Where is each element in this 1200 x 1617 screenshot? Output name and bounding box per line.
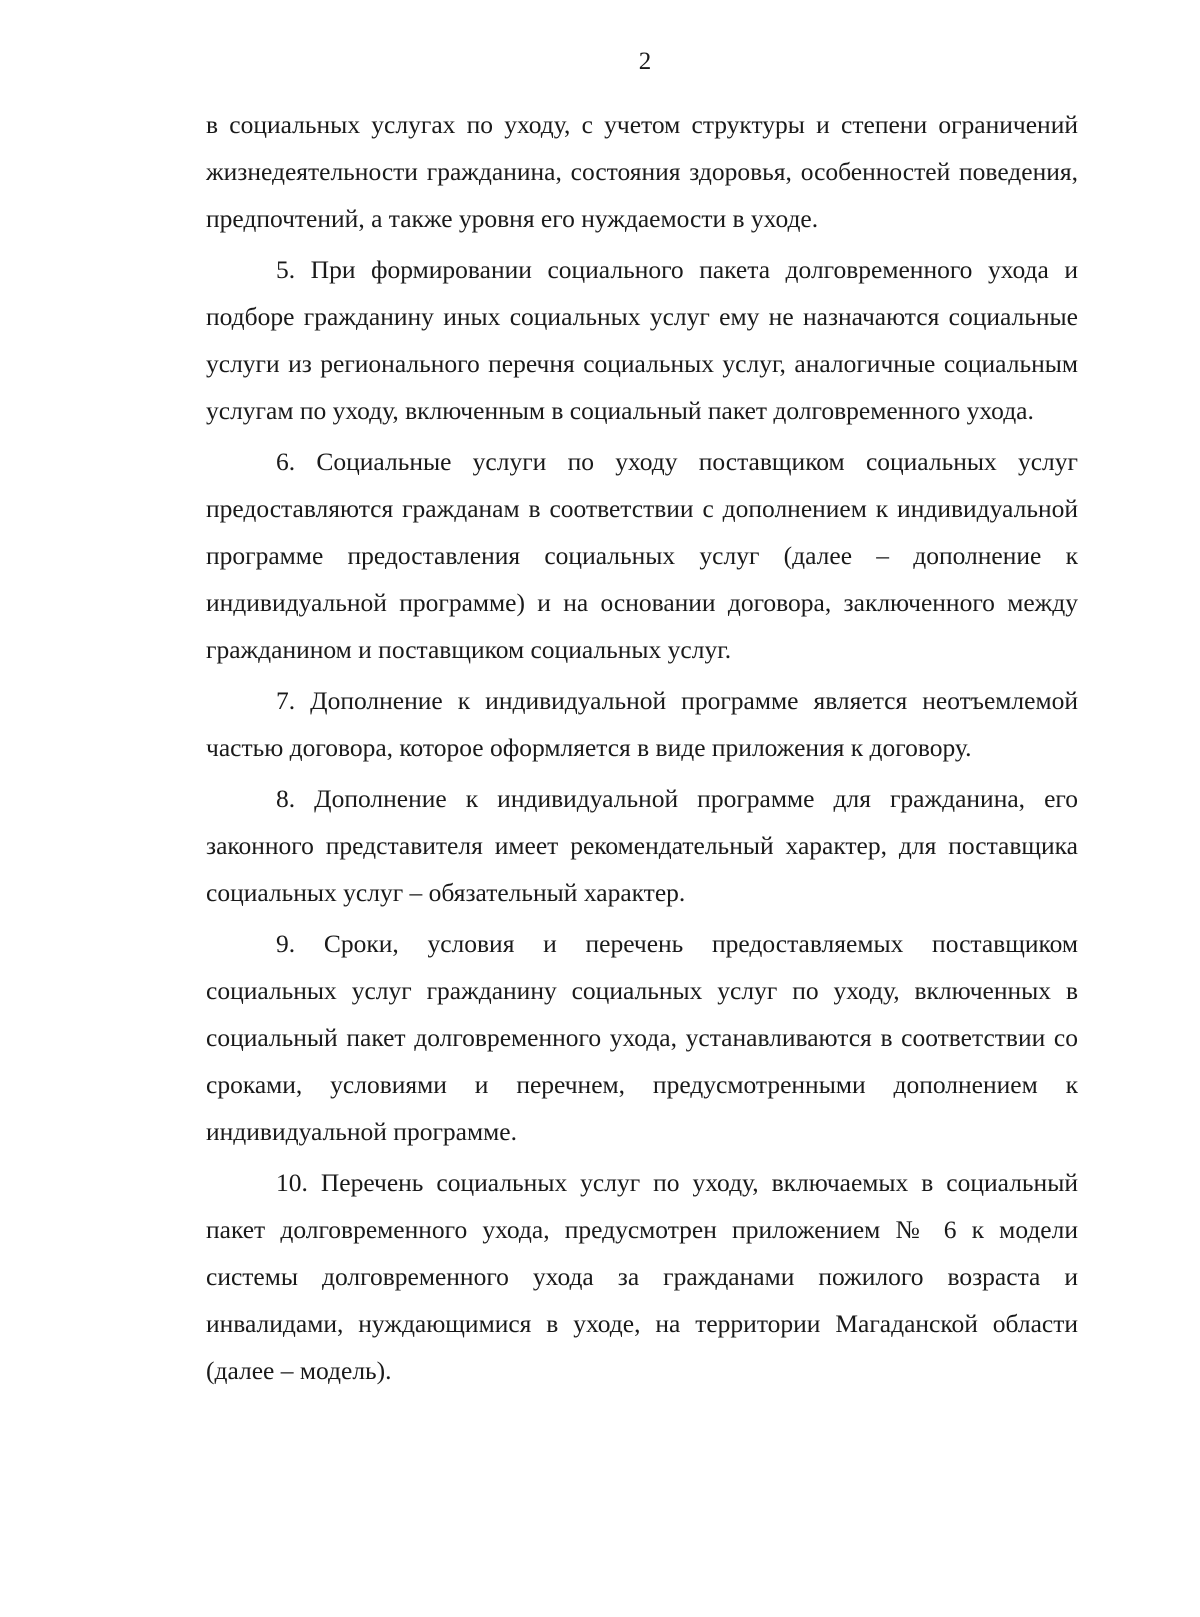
- paragraph-item-9: 9. Сроки, условия и перечень предоставляемых поставщиком социальных услуг гражданину социальных услуг по уходу, включенных в социальный пакет долговременного ухода, устанавливаются в соответствии со сроками, условиями и перечнем, предусмотренными дополнением к индивидуальной программе.: [206, 929, 1078, 1146]
- paragraph-item-8: 8. Дополнение к индивидуальной программе для гражданина, его законного представителя имеет рекомендательный характер, для поставщика социальных услуг – обязательный характер.: [206, 784, 1078, 907]
- paragraph-item-6: 6. Социальные услуги по уходу поставщиком социальных услуг предоставляются гражданам в соответствии с дополнением к индивидуальной программе предоставления социальных услуг (далее – дополнение к индивидуальной программе) и на основании договора, заключенного между гражданином и поставщиком социальных услуг.: [206, 447, 1078, 664]
- paragraph-continuation: в социальных услугах по уходу, с учетом структуры и степени ограничений жизнедеятельности гражданина, состояния здоровья, особенностей поведения, предпочтений, а также уровня его нуждаемости в уходе.: [206, 110, 1078, 233]
- paragraph-item-10: 10. Перечень социальных услуг по уходу, включаемых в социальный пакет долговременного ухода, предусмотрен приложением № 6 к модели системы долговременного ухода за гражданами пожилого возраста и инвалидами, нуждающимися в уходе, на территории Магаданской области (далее – модель).: [206, 1168, 1078, 1385]
- paragraph-item-5: 5. При формировании социального пакета долговременного ухода и подборе гражданину иных социальных услуг ему не назначаются социальные услуги из регионального перечня социальных услуг, аналогичные социальным услугам по уходу, включенным в социальный пакет долговременного ухода.: [206, 255, 1078, 425]
- page-number: 2: [638, 48, 652, 75]
- document-body: [206, 101, 1078, 1398]
- paragraph-item-7: 7. Дополнение к индивидуальной программе является неотъемлемой частью договора, которое оформляется в виде приложения к договору.: [206, 686, 1078, 762]
